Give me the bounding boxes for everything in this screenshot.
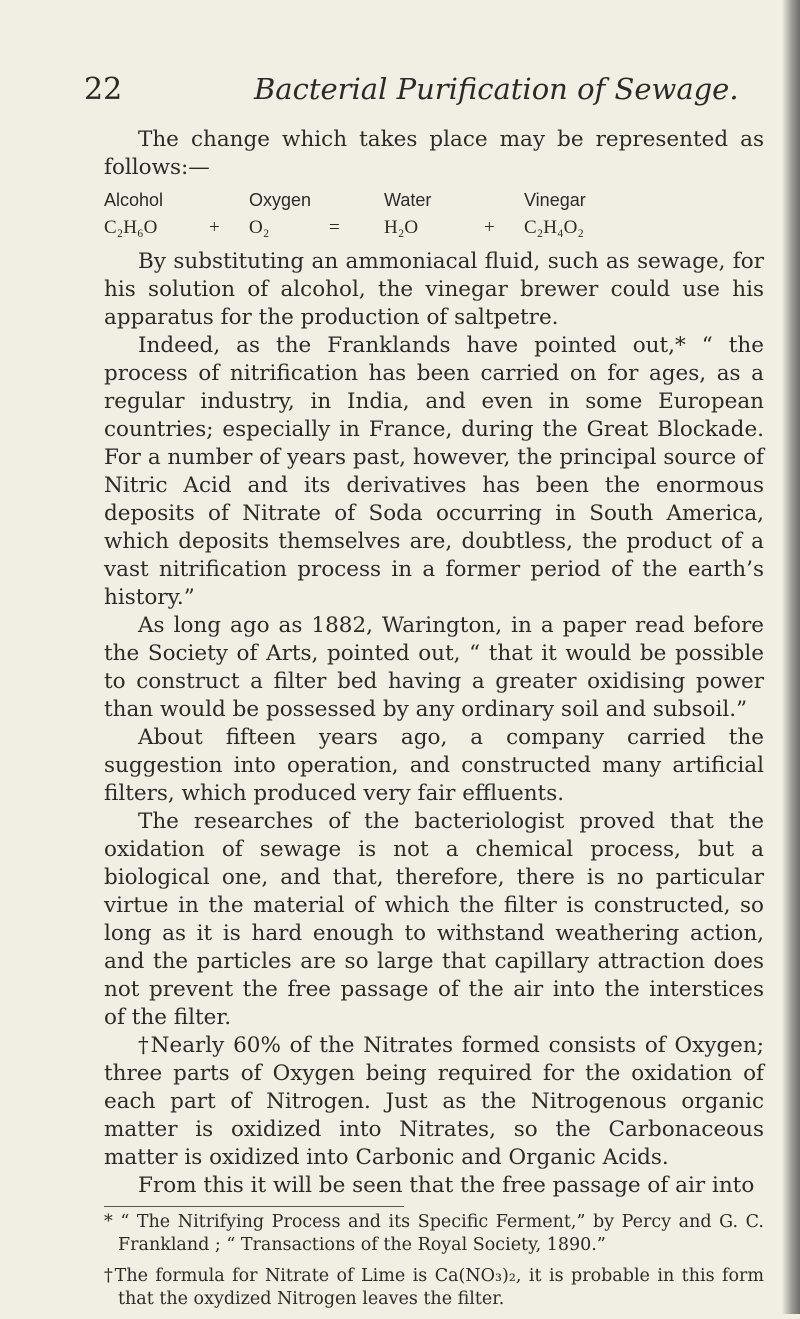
formula-plus: + [484,217,495,238]
page-body [104,126,764,1319]
formula-plus: + [209,217,220,238]
paragraph: The researches of the bacteriologist proved that the oxidation of sewage is not a chemical process, but a biological one, and that, therefore, there is no particular virtue in the material of which the filter is constructed, so long as it is hard enough to withstand weathering action, and the particles are so large that capillary attraction does not prevent the free passage of the air into the interstices of the filter. [104,809,764,1030]
footnote: †The formula for Nitrate of Lime is Ca(NO₃)₂, it is probable in this form that the oxydized Nitrogen leaves the filter. [104,1266,764,1309]
paragraph: The change which takes place may be represented as follows:— [104,127,764,180]
paragraph: By substituting an ammoniacal fluid, such as sewage, for his solution of alcohol, the vinegar brewer could use his apparatus for the production of saltpetre. [104,249,764,330]
equation-labels [104,186,764,214]
page-edge [782,0,800,1314]
formula-equals: = [329,217,340,238]
label-oxygen: Oxygen [249,190,312,210]
page-header [84,72,764,122]
paragraph: From this it will be seen that the free passage of air into [138,1173,755,1198]
page-number: 22 [84,72,123,107]
chemical-equation [104,186,764,242]
formula-water: H₂O [384,217,419,238]
running-title: Bacterial Purification of Sewage. [254,72,739,106]
footnote-rule [104,1206,404,1207]
paragraph: Indeed, as the Franklands have pointed out,* “ the process of nitrification has been carried on for ages, as a regular industry, in India, and even in some European countries; especially in France, during the Great Blockade. For a number of years past, however, the principal source of Nitric Acid and its derivatives has been the enormous deposits of Nitrate of Soda occurring in South America, which deposits themselves are, doubtless, the product of a vast nitrification process in a former period of the earth’s history.” [104,333,764,610]
footnote: * “ The Nitrifying Process and its Specific Ferment,” by Percy and G. C. Frankland ; “ Transactions of the Royal Society, 1890.” [104,1212,764,1255]
formula-vinegar: C₂H₄O₂ [524,217,584,238]
paragraph: About fifteen years ago, a company carried the suggestion into operation, and constructed many artificial filters, which produced very fair effluents. [104,725,764,806]
label-alcohol: Alcohol [104,190,164,210]
label-vinegar: Vinegar [524,190,586,210]
label-water: Water [384,190,432,210]
paragraph: As long ago as 1882, Warington, in a paper read before the Society of Arts, pointed out, “ that it would be possible to construct a filter bed having a greater oxidising power than would be possessed by any ordinary soil and subsoil.” [104,613,764,722]
formula-oxygen: O₂ [249,217,270,238]
paragraph: †Nearly 60% of the Nitrates formed consists of Oxygen; three parts of Oxygen being required for the oxidation of each part of Nitrogen. Just as the Nitrogenous organic matter is oxidized into Nitrates, so the Carbonaceous matter is oxidized into Carbonic and Organic Acids. [104,1033,764,1170]
footnotes [104,1211,764,1311]
formula-alcohol: C₂H₆O [104,217,158,238]
equation-formulas [104,214,764,242]
